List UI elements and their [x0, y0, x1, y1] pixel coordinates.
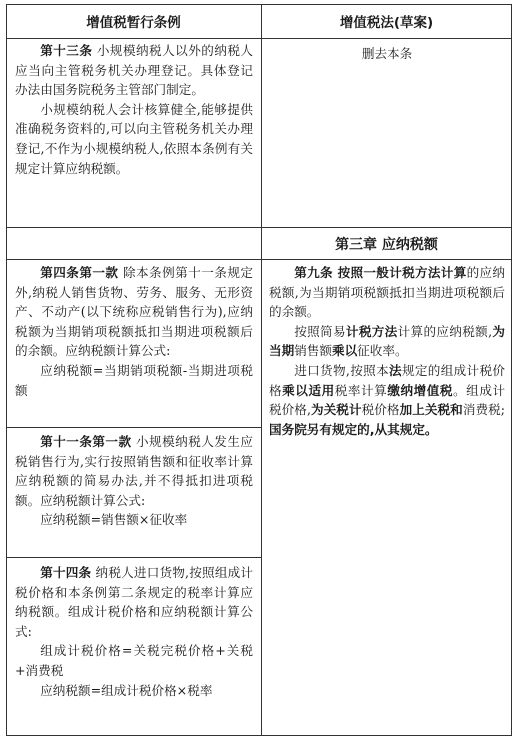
article-14-cell [15, 563, 253, 700]
header-divider [6, 38, 512, 39]
article-14-formula-1: 组成计税价格=关税完税价格+关税+消费税 [15, 643, 253, 678]
column-header-right: 增值税法(草案) [339, 15, 434, 31]
deleted-note: 删去本条 [361, 46, 413, 61]
article-11-text: 小规模纳税人发生应税销售行为,实行按照销售额和征收率计算应纳税额的简易办法,并不得抵扣进项税额。应纳税额计算公式: [15, 434, 253, 508]
text-run: 税价格 [361, 402, 400, 418]
article-11-title: 第十一条第一款 [40, 434, 132, 449]
article-4-text: 除本条例第十一条规定外,纳税人销售货物、劳务、服务、无形资产、不动产(以下统称应税销售行为),应纳税额为当期销项税额抵扣当期进项税额后的余额。应纳税额计算公式: [15, 265, 254, 359]
article-4-formula: 应纳税额=当期销项税额-当期进项税额 [15, 362, 253, 398]
text-run: 按照简易 [294, 323, 346, 339]
text-run: 税率计算 [334, 382, 388, 398]
bold-run: 国务院另有规定的,从其规定。 [269, 421, 438, 437]
article-4-cell [15, 263, 253, 400]
article-14-para [15, 563, 253, 641]
article-9-para-1 [269, 263, 505, 322]
column-divider [261, 4, 262, 736]
article-9-para-3 [269, 361, 505, 439]
text-run: 计算的应纳税额, [397, 323, 493, 339]
article-11-cell [15, 432, 253, 530]
article-9-bold-1: 按照一般计税方法计算 [332, 265, 467, 280]
article-11-para [15, 432, 253, 510]
bold-run: 法 [389, 362, 402, 378]
article-14-text: 纳税人进口货物,按照组成计税价格和本条例第二条规定的税率计算应纳税额。组成计税价格和应纳税额计算公式: [15, 565, 253, 639]
bold-run: 为当期 [269, 323, 506, 359]
text-run: 。组成计税价格, [269, 382, 506, 418]
article-9-text-1: 的应纳税额,为当期销项税额抵扣当期进项税额后的余额。 [269, 265, 506, 320]
left-row-divider [6, 557, 261, 558]
article-13-para-1 [15, 41, 253, 100]
article-9-title: 第九条 [294, 265, 333, 280]
bold-run: 缴纳增值税 [387, 382, 454, 398]
bold-run: 计税方法 [345, 323, 398, 339]
text-run: 征收率。 [357, 343, 408, 359]
row-divider [6, 259, 512, 260]
article-14-formula-2: 应纳税额=组成计税价格×税率 [40, 682, 213, 698]
text-run: 消费税; [462, 402, 506, 418]
article-4-para [15, 263, 253, 361]
text-run: 规定的组成计税价格 [269, 362, 506, 398]
left-row-divider [6, 427, 261, 428]
article-9-cell [269, 263, 505, 439]
article-13-cell [15, 41, 253, 178]
article-11-formula: 应纳税额=销售额×征收率 [40, 512, 188, 528]
text-run: 进口货物,按照本 [294, 362, 389, 378]
article-13-para-2: 小规模纳税人会计核算健全,能够提供准确税务资料的,可以向主管税务机关办理登记,不作为小规模纳税人,依照本条例有关规定计算应纳税额。 [15, 101, 253, 176]
article-9-para-2 [269, 322, 505, 361]
chapter-3-title: 第三章 应纳税额 [335, 236, 438, 253]
text-run: 销售额 [294, 343, 332, 359]
bold-run: 乘以 [331, 343, 358, 359]
article-13-text: 小规模纳税人以外的纳税人应当向主管税务机关办理登记。具体登记办法由国务院税务主管部门制定。 [15, 43, 253, 98]
bold-run: 为关税计 [310, 402, 362, 418]
bold-run: 加上关税和 [399, 402, 463, 418]
article-14-title: 第十四条 [40, 565, 92, 580]
column-header-left: 增值税暂行条例 [86, 15, 181, 31]
bold-run: 乘以适用 [282, 382, 335, 398]
draft-delete-cell [262, 44, 512, 64]
article-13-title: 第十三条 [40, 43, 93, 58]
article-4-title: 第四条第一款 [40, 265, 119, 280]
